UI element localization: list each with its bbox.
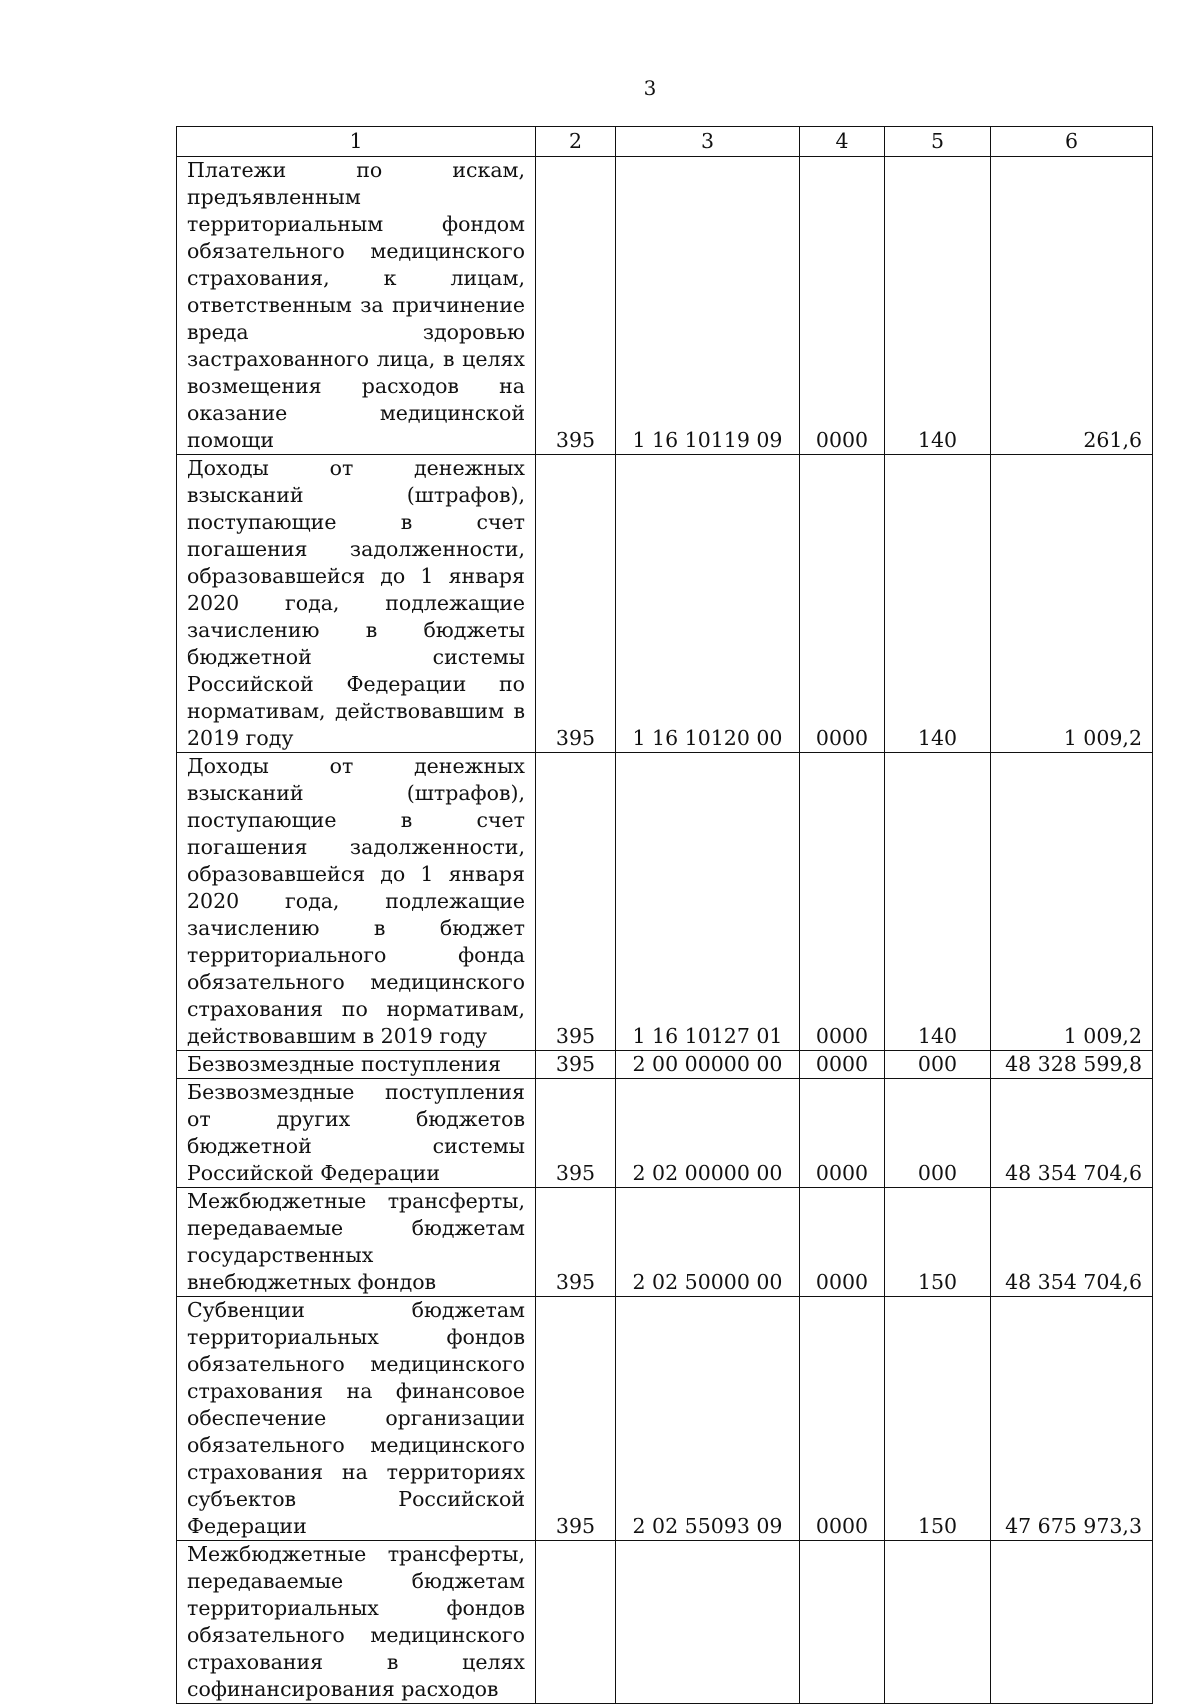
column-header: 3: [616, 127, 800, 157]
row-description: Безвозмездные поступления от других бюджетов бюджетной системы Российской Федерации: [177, 1079, 536, 1188]
amount-cell: 1 009,2: [991, 455, 1153, 753]
amount-cell: 48 354 704,6: [991, 1079, 1153, 1188]
class-code-cell: 140: [885, 157, 991, 455]
amount-cell: 48 328 599,8: [991, 1051, 1153, 1079]
row-description: Межбюджетные трансферты, передаваемые бюджетам государственных внебюджетных фондов: [177, 1188, 536, 1297]
page-number: 3: [643, 76, 657, 100]
amount-cell: 261,6: [991, 157, 1153, 455]
program-code-cell: 0000: [800, 1079, 885, 1188]
class-code-cell: 140: [885, 753, 991, 1051]
column-header: 4: [800, 127, 885, 157]
row-description: Платежи по искам, предъявленным территориальным фондом обязательного медицинского страхования, к лицам, ответственным за причинение вреда здоровью застрахованного лица, в целях возмещения расходов на оказание медицинской помощи: [177, 157, 536, 455]
admin-code-cell: 395: [536, 753, 616, 1051]
row-description: Доходы от денежных взысканий (штрафов), поступающие в счет погашения задолженности, образовавшейся до 1 января 2020 года, подлежащие зачислению в бюджет территориального фонда обязательного медицинского страхования по нормативам, действовавшим в 2019 году: [177, 753, 536, 1051]
class-code-cell: 000: [885, 1051, 991, 1079]
class-code-cell: 140: [885, 455, 991, 753]
income-code-cell: 2 02 00000 00: [616, 1079, 800, 1188]
row-description: Доходы от денежных взысканий (штрафов), поступающие в счет погашения задолженности, образовавшейся до 1 января 2020 года, подлежащие зачислению в бюджеты бюджетной системы Российской Федерации по нормативам, действовавшим в 2019 году: [177, 455, 536, 753]
program-code-cell: 0000: [800, 1297, 885, 1541]
admin-code-cell: 395: [536, 1051, 616, 1079]
admin-code-cell: 395: [536, 455, 616, 753]
income-code-cell: 1 16 10127 01: [616, 753, 800, 1051]
program-code-cell: 0000: [800, 1188, 885, 1297]
table-row: [177, 455, 1153, 753]
row-description: Субвенции бюджетам территориальных фондов обязательного медицинского страхования на финансовое обеспечение организации обязательного медицинского страхования на территориях субъектов Российской Федерации: [177, 1297, 536, 1541]
income-code-cell: 2 00 00000 00: [616, 1051, 800, 1079]
program-code-cell: 0000: [800, 753, 885, 1051]
column-header: 6: [991, 127, 1153, 157]
table-row: [177, 1051, 1153, 1079]
column-header: 2: [536, 127, 616, 157]
row-description: Межбюджетные трансферты, передаваемые бюджетам территориальных фондов обязательного медицинского страхования в целях софинансирования расходов: [177, 1541, 536, 1704]
program-code-cell: 0000: [800, 157, 885, 455]
amount-cell: 47 675 973,3: [991, 1297, 1153, 1541]
income-code-cell: [616, 1541, 800, 1704]
admin-code-cell: 395: [536, 1297, 616, 1541]
table-row: [177, 157, 1153, 455]
class-code-cell: 150: [885, 1297, 991, 1541]
income-code-cell: 1 16 10120 00: [616, 455, 800, 753]
admin-code-cell: 395: [536, 1079, 616, 1188]
table-row: [177, 1297, 1153, 1541]
table-row: [177, 1079, 1153, 1188]
income-code-cell: 2 02 50000 00: [616, 1188, 800, 1297]
class-code-cell: 150: [885, 1188, 991, 1297]
admin-code-cell: [536, 1541, 616, 1704]
row-description: Безвозмездные поступления: [177, 1051, 536, 1079]
column-header: 5: [885, 127, 991, 157]
admin-code-cell: 395: [536, 157, 616, 455]
program-code-cell: [800, 1541, 885, 1704]
income-code-cell: 1 16 10119 09: [616, 157, 800, 455]
table-row: [177, 1541, 1153, 1704]
program-code-cell: 0000: [800, 455, 885, 753]
column-header: 1: [177, 127, 536, 157]
income-code-cell: 2 02 55093 09: [616, 1297, 800, 1541]
table-header-row: [177, 127, 1153, 157]
table-row: [177, 753, 1153, 1051]
class-code-cell: [885, 1541, 991, 1704]
amount-cell: 48 354 704,6: [991, 1188, 1153, 1297]
program-code-cell: 0000: [800, 1051, 885, 1079]
class-code-cell: 000: [885, 1079, 991, 1188]
budget-income-table: [176, 126, 1153, 1704]
admin-code-cell: 395: [536, 1188, 616, 1297]
amount-cell: [991, 1541, 1153, 1704]
table-row: [177, 1188, 1153, 1297]
amount-cell: 1 009,2: [991, 753, 1153, 1051]
